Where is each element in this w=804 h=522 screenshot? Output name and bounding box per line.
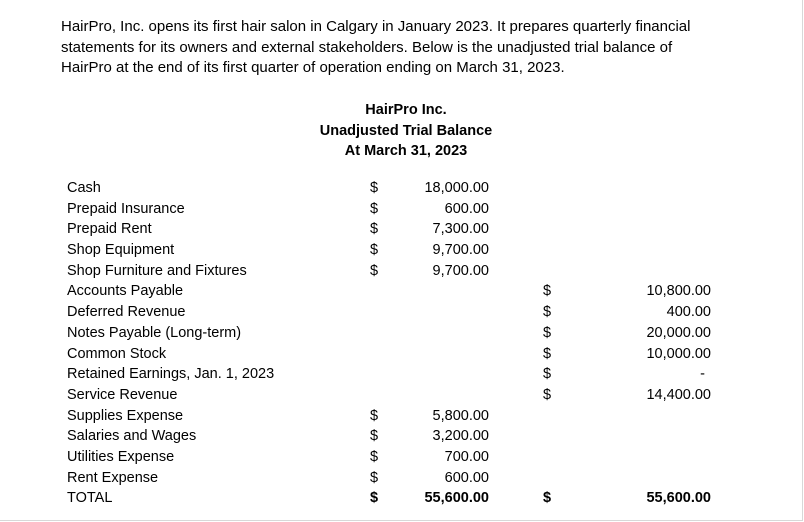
total-debit-sign: $ bbox=[369, 490, 379, 507]
credit-dollar-sign: $ bbox=[542, 283, 552, 300]
intro-line-1: HairPro, Inc. opens its first hair salon in Calgary in January 2023. It prepares quarterly financial bbox=[61, 18, 691, 35]
statement-date: At March 31, 2023 bbox=[344, 143, 468, 160]
account-name: Utilities Expense bbox=[67, 448, 175, 465]
account-row bbox=[67, 447, 727, 468]
company-name: HairPro Inc. bbox=[365, 102, 447, 118]
debit-amount: 600.00 bbox=[444, 469, 489, 486]
debit-dollar-sign: $ bbox=[369, 407, 379, 424]
credit-dollar-sign: $ bbox=[542, 386, 552, 403]
credit-amount: 20,000.00 bbox=[646, 324, 711, 341]
account-name: Accounts Payable bbox=[67, 283, 184, 300]
total-credit-sign: $ bbox=[542, 490, 552, 507]
debit-dollar-sign: $ bbox=[369, 200, 379, 217]
account-name: Cash bbox=[67, 180, 101, 196]
account-row bbox=[67, 364, 727, 385]
intro-line-3: HairPro at the end of its first quarter of operation ending on March 31, 2023. bbox=[61, 59, 565, 76]
debit-amount: 700.00 bbox=[444, 448, 489, 465]
total-row bbox=[67, 488, 727, 509]
credit-dollar-sign: $ bbox=[542, 366, 552, 383]
account-name: Notes Payable (Long-term) bbox=[67, 324, 242, 341]
account-name: Common Stock bbox=[67, 345, 167, 362]
account-row bbox=[67, 426, 727, 447]
account-row bbox=[67, 199, 727, 220]
account-row bbox=[67, 406, 727, 427]
account-name: Retained Earnings, Jan. 1, 2023 bbox=[67, 366, 275, 383]
account-row bbox=[67, 240, 727, 261]
debit-amount: 9,700.00 bbox=[432, 262, 489, 279]
total-label: TOTAL bbox=[67, 490, 113, 507]
debit-dollar-sign: $ bbox=[369, 469, 379, 486]
debit-dollar-sign: $ bbox=[369, 428, 379, 445]
credit-amount: 400.00 bbox=[666, 304, 711, 321]
account-row bbox=[67, 178, 727, 199]
intro-line-2: statements for its owners and external stakeholders. Below is the unadjusted trial balance of bbox=[61, 38, 673, 56]
account-row bbox=[67, 281, 727, 302]
account-name: Deferred Revenue bbox=[67, 304, 186, 321]
credit-amount: - bbox=[700, 366, 705, 383]
account-row bbox=[67, 219, 727, 240]
debit-amount: 7,300.00 bbox=[432, 221, 489, 238]
statement-title: Unadjusted Trial Balance bbox=[319, 122, 493, 139]
debit-amount: 3,200.00 bbox=[432, 428, 489, 445]
account-row bbox=[67, 468, 727, 489]
account-row bbox=[67, 261, 727, 282]
credit-dollar-sign: $ bbox=[542, 345, 552, 362]
credit-amount: 14,400.00 bbox=[646, 386, 711, 403]
total-credit: 55,600.00 bbox=[646, 490, 711, 507]
account-name: Service Revenue bbox=[67, 386, 178, 403]
account-row bbox=[67, 302, 727, 323]
debit-dollar-sign: $ bbox=[369, 242, 379, 259]
account-name: Salaries and Wages bbox=[67, 428, 197, 445]
debit-dollar-sign: $ bbox=[369, 448, 379, 465]
credit-dollar-sign: $ bbox=[542, 304, 552, 321]
debit-amount: 18,000.00 bbox=[424, 180, 489, 196]
debit-dollar-sign: $ bbox=[369, 262, 379, 279]
debit-amount: 5,800.00 bbox=[432, 407, 489, 424]
statement-heading bbox=[306, 100, 506, 162]
credit-amount: 10,800.00 bbox=[646, 283, 711, 300]
credit-amount: 10,000.00 bbox=[646, 345, 711, 362]
account-name: Shop Furniture and Fixtures bbox=[67, 262, 247, 279]
trial-balance-table bbox=[67, 178, 727, 509]
debit-dollar-sign: $ bbox=[369, 221, 379, 238]
account-name: Prepaid Insurance bbox=[67, 200, 185, 217]
debit-amount: 600.00 bbox=[444, 200, 489, 217]
total-debit: 55,600.00 bbox=[424, 490, 489, 507]
account-row bbox=[67, 385, 727, 406]
account-name: Shop Equipment bbox=[67, 242, 175, 259]
account-row bbox=[67, 344, 727, 365]
debit-amount: 9,700.00 bbox=[432, 242, 489, 259]
account-name: Rent Expense bbox=[67, 469, 159, 486]
intro-paragraph bbox=[61, 17, 761, 79]
account-name: Prepaid Rent bbox=[67, 221, 152, 238]
credit-dollar-sign: $ bbox=[542, 324, 552, 341]
debit-dollar-sign: $ bbox=[369, 180, 379, 196]
account-row bbox=[67, 323, 727, 344]
account-name: Supplies Expense bbox=[67, 407, 184, 424]
